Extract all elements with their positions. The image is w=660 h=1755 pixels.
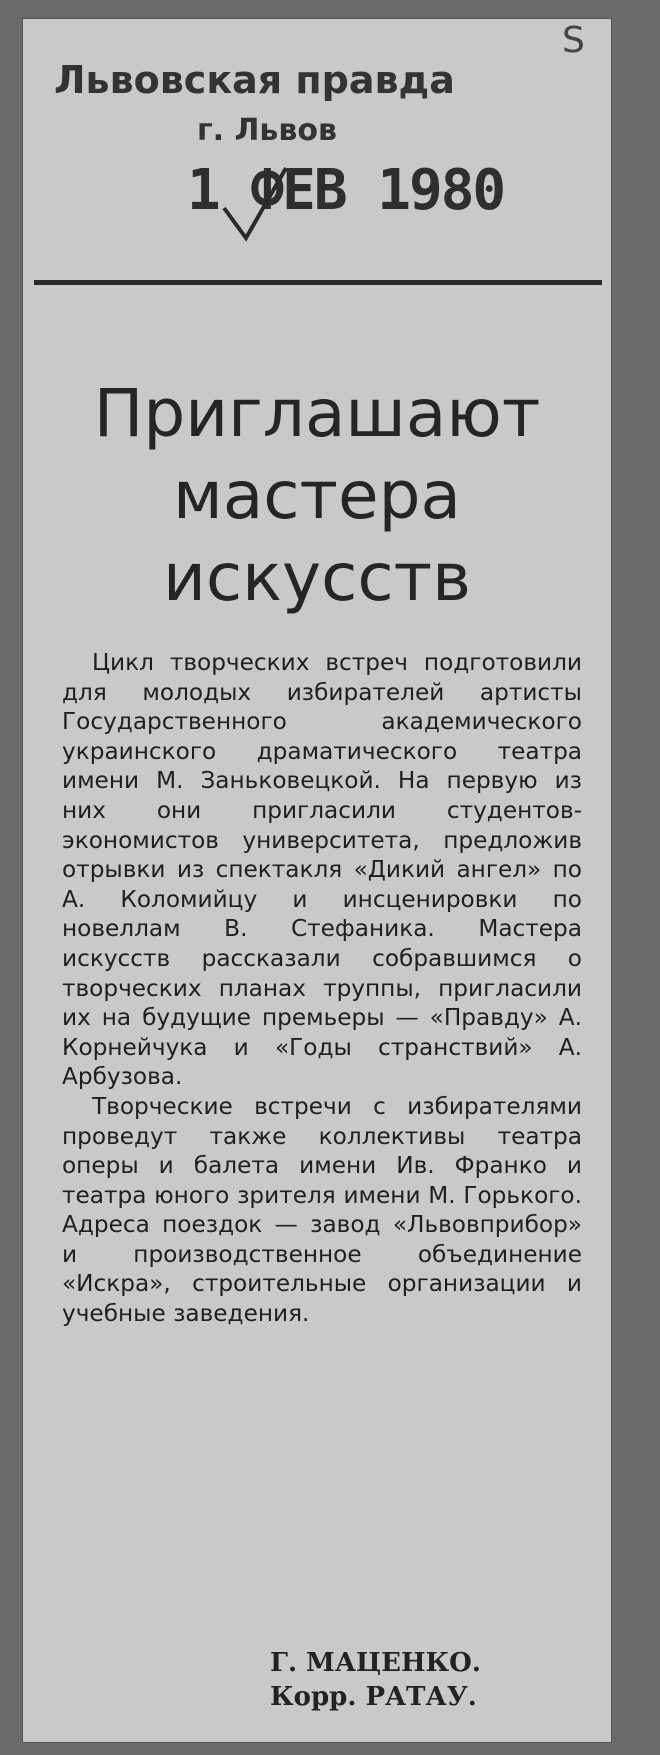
separator-rule bbox=[34, 280, 602, 285]
newspaper-clipping bbox=[22, 18, 612, 1743]
stamp-city: г. Львов bbox=[197, 113, 337, 148]
check-mark-icon bbox=[220, 164, 290, 244]
headline-line: искусств bbox=[162, 539, 472, 616]
article-body bbox=[62, 648, 582, 1329]
stamp-newspaper-name: Львовская правда bbox=[54, 58, 455, 102]
author-name: Г. МАЦЕНКО. bbox=[270, 1648, 481, 1678]
headline-line: мастера bbox=[173, 457, 461, 534]
article-signature bbox=[270, 1646, 590, 1714]
archive-stamp bbox=[22, 18, 612, 278]
stamp-date: 1 ФЕВ 1980 bbox=[187, 158, 505, 223]
corner-handwritten-mark: S bbox=[562, 20, 585, 61]
article-paragraph: Творческие встречи с избирателями проведут также коллективы театра оперы и балета имени Ив. Франко и театра юного зрителя имени М. Горького. Адреса поездок — завод «Львовприбор» и производственное объединение «Искра», строительные организации и учебные заведения. bbox=[62, 1092, 582, 1328]
article-paragraph: Цикл творческих встреч подготовили для молодых избирателей артисты Государственного академического украинского драматического театра имени М. Заньковецкой. На первую из них они пригласили студентов-экономистов университета, предложив отрывки из спектакля «Дикий ангел» по А. Коломийцу и инсценировки по новеллам В. Стефаника. Мастера искусств рассказали собравшимся о творческих планах труппы, пригласили их на будущие премьеры — «Правду» А. Корнейчука и «Годы странствий» А. Арбузова. bbox=[62, 649, 582, 1091]
author-role: Корр. РАТАУ. bbox=[270, 1682, 477, 1712]
headline-line: Приглашают bbox=[93, 375, 541, 452]
article-headline bbox=[22, 373, 612, 619]
